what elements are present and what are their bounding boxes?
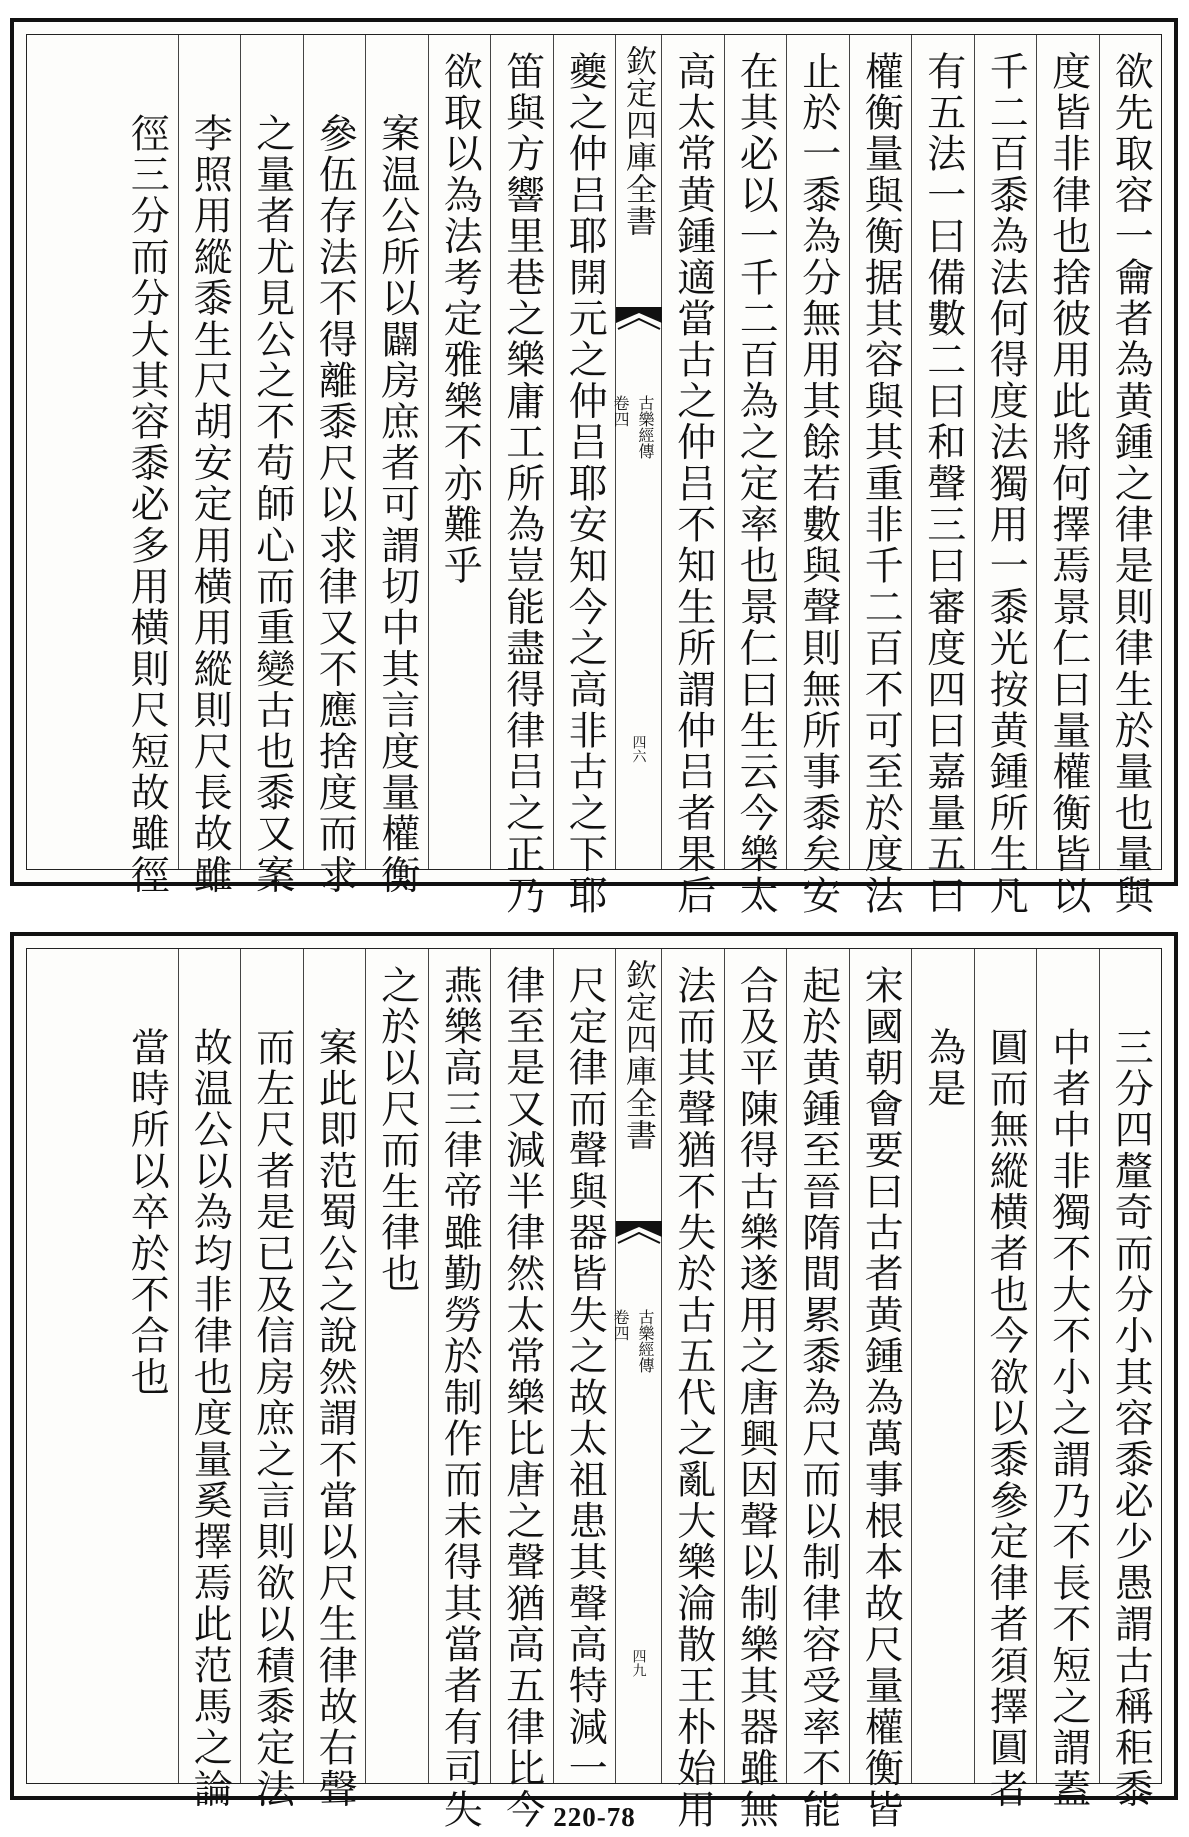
page-number: 四六 [630, 735, 647, 763]
text-column [365, 949, 428, 1783]
column-text: 中者中非獨不大不小之謂乃不長不短之謂蓋 [1045, 1027, 1091, 1810]
series-title: 欽定四庫全書 [620, 959, 656, 1151]
column-text: 之量者尤見公之不苟師心而重變古也黍又案 [249, 113, 295, 896]
column-text: 燕樂高三律帝雖勤勞於制作而未得其當者有司失 [437, 965, 483, 1831]
column-text: 止於一黍為分無用其餘若數與聲則無所事黍矣安 [795, 51, 841, 917]
column-text: 而左尺者是已及信房庶之言則欲以積黍定法 [249, 1027, 295, 1810]
column-text: 欲先取容一龠者為黄鍾之律是則律生於量也量與 [1108, 51, 1154, 917]
text-column [490, 35, 553, 917]
column-text: 合及平陳得古樂遂用之唐興因聲以制樂其器雖無 [733, 965, 779, 1831]
volume-page-number: 220-78 [553, 1802, 636, 1832]
text-column [240, 949, 303, 1810]
text-column [490, 949, 553, 1831]
text-column [786, 949, 849, 1831]
text-column [240, 35, 303, 896]
book-label [609, 1309, 657, 1373]
column-text: 為是 [920, 1027, 966, 1110]
text-column [786, 35, 849, 917]
text-column [178, 35, 241, 896]
column-text: 三分四釐奇而分小其容黍必少愚謂古稱秬黍 [1108, 1027, 1154, 1810]
text-column [303, 949, 366, 1810]
text-column [724, 35, 787, 917]
text-column [974, 35, 1037, 917]
column-text: 當時所以卒於不合也 [124, 1027, 170, 1398]
text-column [1036, 949, 1099, 1810]
column-text: 案此即范蜀公之說然謂不當以尺生律故右聲 [312, 1027, 358, 1810]
book-label [609, 395, 657, 459]
text-column [724, 949, 787, 1831]
column-text: 笛與方響里巷之樂庸工所為豈能盡得律吕之正乃 [499, 51, 545, 917]
text-column [553, 949, 616, 1789]
text-column [911, 949, 974, 1783]
text-column [553, 35, 616, 917]
text-column [178, 949, 241, 1810]
text-column [365, 35, 428, 896]
text-column [303, 35, 366, 896]
text-column [428, 35, 491, 869]
text-column [1099, 949, 1162, 1810]
page-number: 四九 [630, 1649, 647, 1677]
column-text: 李照用縱黍生尺胡安定用横用縱則尺長故雖 [187, 113, 233, 896]
fold-column [611, 35, 661, 869]
column-text: 高太常黄鍾適當古之仲吕不知生所謂仲吕者果后 [670, 51, 716, 917]
text-column [1036, 35, 1099, 917]
text-column [428, 949, 491, 1831]
text-column [661, 35, 724, 917]
text-column [974, 949, 1037, 1810]
book-title: 古樂經傳 [636, 395, 655, 459]
text-column [849, 35, 912, 917]
column-text: 圓而無縱横者也今欲以黍參定律者須擇圓者 [983, 1027, 1029, 1810]
column-text: 尺定律而聲與器皆失之故太祖患其聲高特減一 [562, 965, 608, 1789]
text-column [661, 949, 724, 1831]
column-text: 千二百黍為法何得度法獨用一黍光按黄鍾所生凡 [983, 51, 1029, 917]
volume-label: 卷四 [611, 395, 630, 427]
fish-tail-mark [616, 1221, 662, 1261]
column-text: 宋國朝會要曰古者黄鍾為萬事根本故尺量權衡皆 [858, 965, 904, 1831]
column-text: 故温公以為均非律也度量奚擇焉此范馬之論 [187, 1027, 233, 1810]
top-page-frame [26, 34, 1162, 917]
column-text: 欲取以為法考定雅樂不亦難乎 [437, 51, 483, 587]
column-text: 起於黄鍾至晉隋間累黍為尺而以制律容受率不能 [795, 965, 841, 1831]
fish-tail-mark [616, 307, 662, 347]
column-text: 在其必以一千二百為之定率也景仁曰生云今樂太 [733, 51, 779, 917]
column-text: 夔之仲吕耶開元之仲吕耶安知今之高非古之下耶 [562, 51, 608, 917]
book-title: 古樂經傳 [636, 1309, 655, 1373]
text-column [115, 949, 178, 1783]
top-page-columns [27, 35, 1161, 917]
text-column [911, 35, 974, 917]
text-column [849, 949, 912, 1831]
column-text: 參伍存法不得離黍尺以求律又不應捨度而求 [312, 113, 358, 896]
column-text: 有五法一曰備數二曰和聲三曰審度四曰嘉量五曰 [920, 51, 966, 917]
column-text: 案温公所以闢房庶者可謂切中其言度量權衡 [374, 113, 420, 896]
text-column [115, 35, 178, 896]
text-column [1099, 35, 1162, 917]
column-text: 權衡量與衡据其容與其重非千二百不可至於度法 [858, 51, 904, 917]
column-text: 徑三分而分大其容黍必多用横則尺短故雖徑 [124, 113, 170, 896]
column-text: 法而其聲猶不失於古五代之亂大樂淪散王朴始用 [670, 965, 716, 1831]
top-page [10, 18, 1178, 917]
volume-label: 卷四 [611, 1309, 630, 1341]
column-text: 律至是又減半律然太常樂比唐之聲猶高五律比今 [499, 965, 545, 1831]
column-text: 之於以尺而生律也 [374, 965, 420, 1295]
column-text: 度皆非律也捨彼用此將何擇焉景仁曰量權衡皆以 [1045, 51, 1091, 917]
series-title: 欽定四庫全書 [620, 45, 656, 237]
fold-column [611, 949, 661, 1783]
